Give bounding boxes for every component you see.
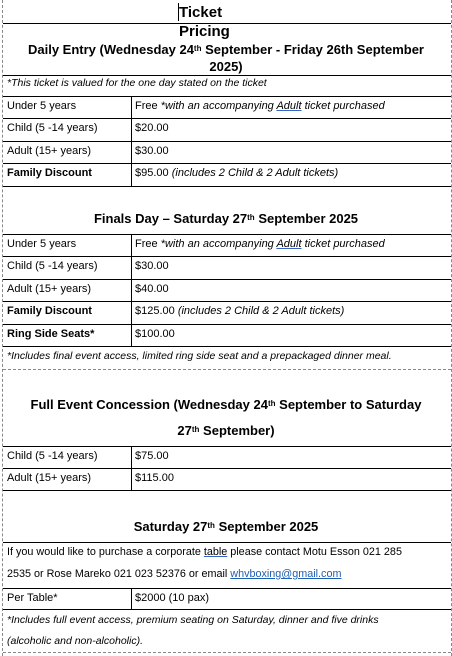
finals-row-price: $30.00 bbox=[135, 260, 169, 272]
concession-heading: Full Event Concession (Wednesday 24th September to Saturday bbox=[30, 397, 422, 412]
finals-row-label: Ring Side Seats* bbox=[7, 328, 95, 340]
finals-row-price: Free *with an accompanying Adult ticket purchased bbox=[135, 238, 385, 250]
saturday-note: *Includes full event access, premium seating on Saturday, dinner and five drinks bbox=[7, 614, 379, 626]
concession-row-label: Adult (15+ years) bbox=[7, 472, 92, 484]
finals-row-label: Under 5 years bbox=[7, 238, 77, 250]
page-title: Ticket Pricing bbox=[178, 3, 275, 21]
email-link[interactable]: whvboxing@gmail.com bbox=[230, 568, 342, 580]
saturday-contact-text: If you would like to purchase a corporate table please contact Motu Esson 021 285 bbox=[7, 546, 402, 558]
daily-heading-line2: 2025) bbox=[209, 59, 243, 74]
daily-row-label: Under 5 years bbox=[7, 100, 77, 112]
daily-note: *This ticket is valued for the one day stated on the ticket bbox=[7, 77, 267, 89]
finals-heading: Finals Day – Saturday 27th September 2025 bbox=[93, 211, 359, 226]
daily-row-price: $20.00 bbox=[135, 122, 169, 134]
finals-row-label: Adult (15+ years) bbox=[7, 283, 92, 295]
daily-row-price: $30.00 bbox=[135, 145, 169, 157]
saturday-row-price: $2000 (10 pax) bbox=[135, 592, 209, 604]
concession-heading-line2: 27th September) bbox=[177, 423, 275, 438]
concession-row-price: $75.00 bbox=[135, 450, 169, 462]
finals-row-price: $125.00 (includes 2 Child & 2 Adult tickets) bbox=[135, 305, 345, 317]
finals-row-price: $40.00 bbox=[135, 283, 169, 295]
finals-row-label: Family Discount bbox=[7, 305, 92, 317]
daily-row-label: Family Discount bbox=[7, 167, 92, 179]
daily-row-price: $95.00 (includes 2 Child & 2 Adult tickets) bbox=[135, 167, 339, 179]
saturday-row-label: Per Table* bbox=[7, 592, 58, 604]
saturday-heading: Saturday 27th September 2025 bbox=[133, 519, 319, 534]
daily-row-label: Child (5 -14 years) bbox=[7, 122, 98, 134]
daily-row-price: Free *with an accompanying Adult ticket purchased bbox=[135, 100, 385, 112]
finals-row-label: Child (5 -14 years) bbox=[7, 260, 98, 272]
concession-row-label: Child (5 -14 years) bbox=[7, 450, 98, 462]
finals-note: *Includes final event access, limited ring side seat and a prepackaged dinner meal. bbox=[7, 350, 392, 362]
daily-heading: Daily Entry (Wednesday 24th September - Friday 26th September bbox=[27, 42, 424, 57]
saturday-contact-text-line2: 2535 or Rose Mareko 021 023 52376 or email whvboxing@gmail.com bbox=[7, 568, 342, 580]
concession-row-price: $115.00 bbox=[135, 472, 174, 484]
saturday-note-line2: (alcoholic and non-alcoholic). bbox=[7, 635, 143, 647]
daily-row-label: Adult (15+ years) bbox=[7, 145, 92, 157]
finals-row-price: $100.00 bbox=[135, 328, 175, 340]
left-border bbox=[2, 0, 3, 656]
